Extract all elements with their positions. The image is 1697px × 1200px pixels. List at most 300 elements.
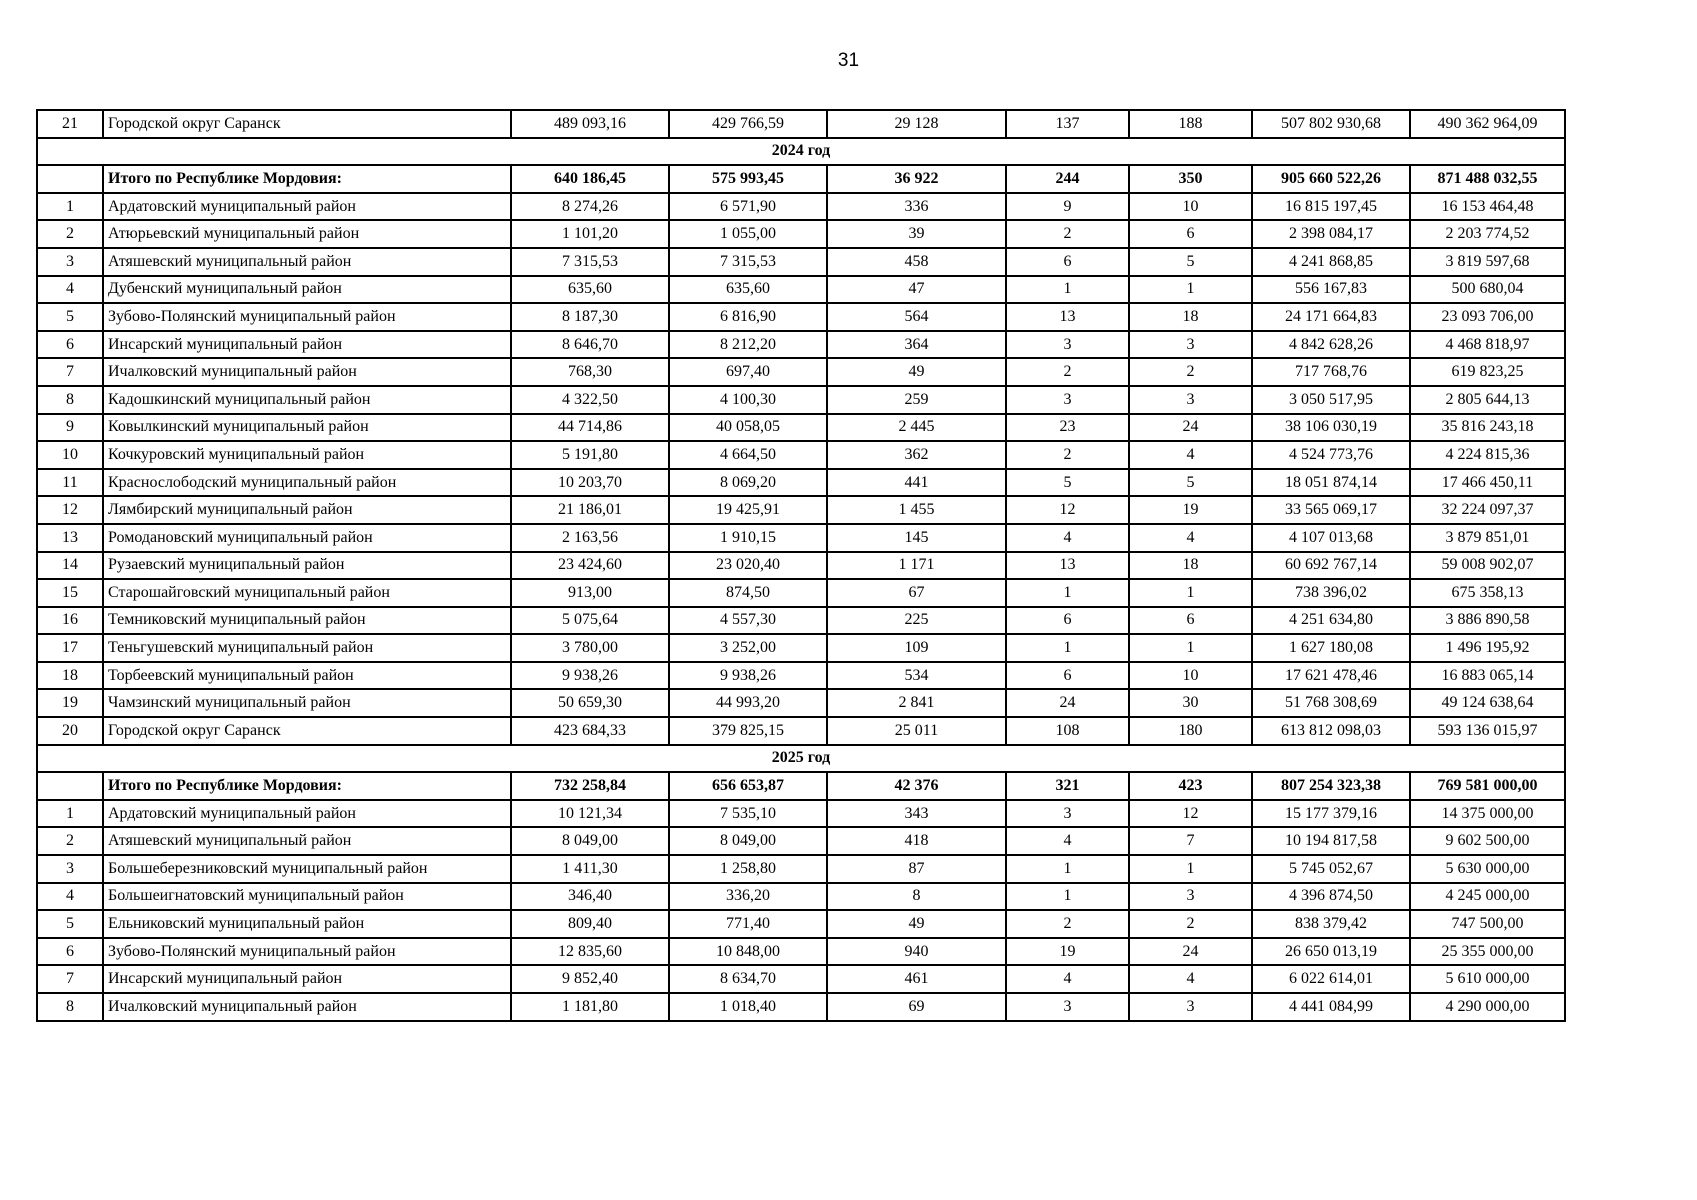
- table-row: [37, 220, 1565, 248]
- value-col-4: 4: [1006, 827, 1129, 855]
- value-col-5: 188: [1129, 110, 1252, 138]
- value-col-4: 1: [1006, 276, 1129, 304]
- value-col-3: 1 455: [827, 496, 1006, 524]
- value-col-2: 771,40: [669, 910, 827, 938]
- value-col-5: 12: [1129, 800, 1252, 828]
- value-col-1: 768,30: [511, 358, 669, 386]
- value-col-3: 42 376: [827, 772, 1006, 800]
- row-number: 4: [37, 276, 103, 304]
- total-row: [37, 772, 1565, 800]
- value-col-7: 871 488 032,55: [1410, 165, 1565, 193]
- row-number: 15: [37, 579, 103, 607]
- value-col-6: 4 251 634,80: [1252, 607, 1410, 635]
- value-col-7: 769 581 000,00: [1410, 772, 1565, 800]
- value-col-2: 23 020,40: [669, 552, 827, 580]
- row-number: 2: [37, 220, 103, 248]
- value-col-7: 4 245 000,00: [1410, 883, 1565, 911]
- row-number: 9: [37, 414, 103, 442]
- value-col-4: 6: [1006, 607, 1129, 635]
- value-col-2: 44 993,20: [669, 689, 827, 717]
- value-col-7: 3 819 597,68: [1410, 248, 1565, 276]
- district-name: Ичалковский муниципальный район: [103, 358, 511, 386]
- value-col-4: 13: [1006, 303, 1129, 331]
- table-body: [37, 110, 1565, 1021]
- value-col-7: 16 883 065,14: [1410, 662, 1565, 690]
- value-col-1: 50 659,30: [511, 689, 669, 717]
- district-name: Атяшевский муниципальный район: [103, 827, 511, 855]
- value-col-7: 2 203 774,52: [1410, 220, 1565, 248]
- value-col-2: 19 425,91: [669, 496, 827, 524]
- table-row: [37, 689, 1565, 717]
- table-row: [37, 110, 1565, 138]
- table-row: [37, 965, 1565, 993]
- table-row: [37, 634, 1565, 662]
- value-col-2: 4 557,30: [669, 607, 827, 635]
- value-col-3: 225: [827, 607, 1006, 635]
- value-col-2: 697,40: [669, 358, 827, 386]
- district-name: Большеигнатовский муниципальный район: [103, 883, 511, 911]
- district-name: Краснослободский муниципальный район: [103, 469, 511, 497]
- district-name: Городской округ Саранск: [103, 110, 511, 138]
- value-col-2: 8 634,70: [669, 965, 827, 993]
- value-col-4: 2: [1006, 910, 1129, 938]
- value-col-1: 10 121,34: [511, 800, 669, 828]
- value-col-4: 244: [1006, 165, 1129, 193]
- value-col-5: 3: [1129, 331, 1252, 359]
- value-col-2: 6 571,90: [669, 193, 827, 221]
- row-number: 1: [37, 800, 103, 828]
- value-col-5: 1: [1129, 579, 1252, 607]
- value-col-3: 36 922: [827, 165, 1006, 193]
- district-name: Атюрьевский муниципальный район: [103, 220, 511, 248]
- value-col-1: 489 093,16: [511, 110, 669, 138]
- value-col-5: 2: [1129, 910, 1252, 938]
- value-col-3: 49: [827, 910, 1006, 938]
- value-col-2: 1 055,00: [669, 220, 827, 248]
- row-number: 1: [37, 193, 103, 221]
- value-col-2: 8 049,00: [669, 827, 827, 855]
- value-col-1: 8 049,00: [511, 827, 669, 855]
- value-col-2: 1 258,80: [669, 855, 827, 883]
- row-number: 20: [37, 717, 103, 745]
- value-col-1: 12 835,60: [511, 938, 669, 966]
- row-number: 2: [37, 827, 103, 855]
- row-number: 10: [37, 441, 103, 469]
- row-number: 16: [37, 607, 103, 635]
- district-name: Ичалковский муниципальный район: [103, 993, 511, 1021]
- value-col-6: 33 565 069,17: [1252, 496, 1410, 524]
- value-col-3: 343: [827, 800, 1006, 828]
- value-col-4: 2: [1006, 441, 1129, 469]
- value-col-6: 3 050 517,95: [1252, 386, 1410, 414]
- value-col-7: 23 093 706,00: [1410, 303, 1565, 331]
- value-col-6: 4 241 868,85: [1252, 248, 1410, 276]
- value-col-5: 10: [1129, 193, 1252, 221]
- table-row: [37, 800, 1565, 828]
- value-col-5: 30: [1129, 689, 1252, 717]
- value-col-2: 1 910,15: [669, 524, 827, 552]
- row-number: 18: [37, 662, 103, 690]
- page-number: 31: [837, 50, 860, 71]
- value-col-5: 24: [1129, 938, 1252, 966]
- value-col-2: 575 993,45: [669, 165, 827, 193]
- value-col-6: 613 812 098,03: [1252, 717, 1410, 745]
- value-col-3: 461: [827, 965, 1006, 993]
- year-label: 2024 год: [37, 138, 1565, 166]
- year-label: 2025 год: [37, 745, 1565, 773]
- value-col-4: 3: [1006, 331, 1129, 359]
- value-col-1: 5 075,64: [511, 607, 669, 635]
- table-row: [37, 469, 1565, 497]
- table-row: [37, 276, 1565, 304]
- table-row: [37, 855, 1565, 883]
- value-col-4: 24: [1006, 689, 1129, 717]
- value-col-6: 1 627 180,08: [1252, 634, 1410, 662]
- value-col-3: 145: [827, 524, 1006, 552]
- value-col-3: 418: [827, 827, 1006, 855]
- value-col-6: 838 379,42: [1252, 910, 1410, 938]
- value-col-2: 40 058,05: [669, 414, 827, 442]
- value-col-3: 39: [827, 220, 1006, 248]
- value-col-7: 593 136 015,97: [1410, 717, 1565, 745]
- district-name: Ардатовский муниципальный район: [103, 800, 511, 828]
- value-col-6: 38 106 030,19: [1252, 414, 1410, 442]
- row-number: 3: [37, 248, 103, 276]
- value-col-7: 500 680,04: [1410, 276, 1565, 304]
- value-col-5: 1: [1129, 855, 1252, 883]
- value-col-3: 47: [827, 276, 1006, 304]
- row-number: [37, 165, 103, 193]
- value-col-2: 4 100,30: [669, 386, 827, 414]
- value-col-2: 8 212,20: [669, 331, 827, 359]
- value-col-4: 1: [1006, 579, 1129, 607]
- value-col-5: 3: [1129, 386, 1252, 414]
- value-col-5: 10: [1129, 662, 1252, 690]
- district-name: Ковылкинский муниципальный район: [103, 414, 511, 442]
- value-col-2: 4 664,50: [669, 441, 827, 469]
- value-col-7: 3 879 851,01: [1410, 524, 1565, 552]
- row-number: 5: [37, 910, 103, 938]
- value-col-5: 4: [1129, 524, 1252, 552]
- value-col-1: 640 186,45: [511, 165, 669, 193]
- value-col-6: 4 441 084,99: [1252, 993, 1410, 1021]
- district-name: Рузаевский муниципальный район: [103, 552, 511, 580]
- row-number: 4: [37, 883, 103, 911]
- value-col-2: 635,60: [669, 276, 827, 304]
- value-col-4: 12: [1006, 496, 1129, 524]
- value-col-7: 4 468 818,97: [1410, 331, 1565, 359]
- data-table: [36, 109, 1566, 1022]
- row-number: 3: [37, 855, 103, 883]
- value-col-7: 25 355 000,00: [1410, 938, 1565, 966]
- value-col-3: 8: [827, 883, 1006, 911]
- table-row: [37, 248, 1565, 276]
- district-name: Инсарский муниципальный район: [103, 331, 511, 359]
- value-col-4: 1: [1006, 883, 1129, 911]
- value-col-1: 2 163,56: [511, 524, 669, 552]
- table-row: [37, 331, 1565, 359]
- value-col-4: 3: [1006, 993, 1129, 1021]
- value-col-6: 16 815 197,45: [1252, 193, 1410, 221]
- row-number: 17: [37, 634, 103, 662]
- value-col-6: 4 524 773,76: [1252, 441, 1410, 469]
- district-name: Старошайговский муниципальный район: [103, 579, 511, 607]
- value-col-6: 17 621 478,46: [1252, 662, 1410, 690]
- value-col-5: 6: [1129, 220, 1252, 248]
- value-col-3: 364: [827, 331, 1006, 359]
- value-col-3: 29 128: [827, 110, 1006, 138]
- table-row: [37, 993, 1565, 1021]
- value-col-6: 10 194 817,58: [1252, 827, 1410, 855]
- district-name: Городской округ Саранск: [103, 717, 511, 745]
- value-col-1: 5 191,80: [511, 441, 669, 469]
- value-col-3: 441: [827, 469, 1006, 497]
- value-col-1: 1 181,80: [511, 993, 669, 1021]
- table-row: [37, 883, 1565, 911]
- table-row: [37, 910, 1565, 938]
- district-name: Ардатовский муниципальный район: [103, 193, 511, 221]
- table-row: [37, 552, 1565, 580]
- value-col-7: 5 610 000,00: [1410, 965, 1565, 993]
- table-row: [37, 607, 1565, 635]
- value-col-7: 1 496 195,92: [1410, 634, 1565, 662]
- value-col-6: 2 398 084,17: [1252, 220, 1410, 248]
- value-col-7: 49 124 638,64: [1410, 689, 1565, 717]
- value-col-3: 259: [827, 386, 1006, 414]
- value-col-1: 4 322,50: [511, 386, 669, 414]
- value-col-7: 14 375 000,00: [1410, 800, 1565, 828]
- value-col-1: 423 684,33: [511, 717, 669, 745]
- value-col-2: 9 938,26: [669, 662, 827, 690]
- table-row: [37, 414, 1565, 442]
- year-header-row: [37, 138, 1565, 166]
- row-number: 7: [37, 965, 103, 993]
- value-col-7: 619 823,25: [1410, 358, 1565, 386]
- value-col-3: 2 841: [827, 689, 1006, 717]
- district-name: Кочкуровский муниципальный район: [103, 441, 511, 469]
- value-col-6: 4 842 628,26: [1252, 331, 1410, 359]
- district-name: Зубово-Полянский муниципальный район: [103, 303, 511, 331]
- value-col-1: 1 411,30: [511, 855, 669, 883]
- value-col-1: 10 203,70: [511, 469, 669, 497]
- value-col-4: 108: [1006, 717, 1129, 745]
- value-col-5: 18: [1129, 303, 1252, 331]
- value-col-1: 635,60: [511, 276, 669, 304]
- value-col-7: 675 358,13: [1410, 579, 1565, 607]
- value-col-4: 2: [1006, 358, 1129, 386]
- row-number: 14: [37, 552, 103, 580]
- district-name: Торбеевский муниципальный район: [103, 662, 511, 690]
- value-col-2: 874,50: [669, 579, 827, 607]
- value-col-7: 4 224 815,36: [1410, 441, 1565, 469]
- value-col-7: 16 153 464,48: [1410, 193, 1565, 221]
- row-number: 6: [37, 938, 103, 966]
- value-col-6: 5 745 052,67: [1252, 855, 1410, 883]
- value-col-7: 9 602 500,00: [1410, 827, 1565, 855]
- value-col-7: 32 224 097,37: [1410, 496, 1565, 524]
- value-col-5: 1: [1129, 276, 1252, 304]
- value-col-2: 1 018,40: [669, 993, 827, 1021]
- value-col-1: 21 186,01: [511, 496, 669, 524]
- table-row: [37, 193, 1565, 221]
- district-name: Большеберезниковский муниципальный район: [103, 855, 511, 883]
- district-name: Чамзинский муниципальный район: [103, 689, 511, 717]
- value-col-5: 6: [1129, 607, 1252, 635]
- value-col-5: 5: [1129, 469, 1252, 497]
- row-number: 8: [37, 386, 103, 414]
- value-col-1: 8 646,70: [511, 331, 669, 359]
- row-number: 11: [37, 469, 103, 497]
- value-col-5: 3: [1129, 883, 1252, 911]
- value-col-6: 556 167,83: [1252, 276, 1410, 304]
- value-col-4: 6: [1006, 248, 1129, 276]
- table-row: [37, 441, 1565, 469]
- value-col-3: 87: [827, 855, 1006, 883]
- value-col-3: 1 171: [827, 552, 1006, 580]
- value-col-3: 67: [827, 579, 1006, 607]
- row-number: 19: [37, 689, 103, 717]
- row-number: [37, 772, 103, 800]
- value-col-6: 717 768,76: [1252, 358, 1410, 386]
- value-col-6: 905 660 522,26: [1252, 165, 1410, 193]
- value-col-1: 3 780,00: [511, 634, 669, 662]
- value-col-6: 15 177 379,16: [1252, 800, 1410, 828]
- value-col-4: 9: [1006, 193, 1129, 221]
- value-col-1: 346,40: [511, 883, 669, 911]
- value-col-4: 1: [1006, 855, 1129, 883]
- value-col-3: 25 011: [827, 717, 1006, 745]
- value-col-3: 336: [827, 193, 1006, 221]
- value-col-4: 137: [1006, 110, 1129, 138]
- table-row: [37, 386, 1565, 414]
- table-row: [37, 579, 1565, 607]
- value-col-2: 379 825,15: [669, 717, 827, 745]
- value-col-4: 321: [1006, 772, 1129, 800]
- value-col-7: 2 805 644,13: [1410, 386, 1565, 414]
- value-col-2: 7 535,10: [669, 800, 827, 828]
- value-col-4: 2: [1006, 220, 1129, 248]
- value-col-6: 51 768 308,69: [1252, 689, 1410, 717]
- value-col-5: 7: [1129, 827, 1252, 855]
- value-col-3: 940: [827, 938, 1006, 966]
- value-col-5: 180: [1129, 717, 1252, 745]
- value-col-7: 17 466 450,11: [1410, 469, 1565, 497]
- value-col-5: 24: [1129, 414, 1252, 442]
- value-col-2: 3 252,00: [669, 634, 827, 662]
- value-col-5: 350: [1129, 165, 1252, 193]
- table-row: [37, 358, 1565, 386]
- value-col-6: 60 692 767,14: [1252, 552, 1410, 580]
- value-col-2: 10 848,00: [669, 938, 827, 966]
- district-name: Темниковский муниципальный район: [103, 607, 511, 635]
- value-col-3: 362: [827, 441, 1006, 469]
- row-number: 13: [37, 524, 103, 552]
- district-name: Итого по Республике Мордовия:: [103, 165, 511, 193]
- value-col-6: 26 650 013,19: [1252, 938, 1410, 966]
- table-row: [37, 496, 1565, 524]
- value-col-4: 4: [1006, 524, 1129, 552]
- value-col-4: 5: [1006, 469, 1129, 497]
- value-col-4: 4: [1006, 965, 1129, 993]
- value-col-7: 3 886 890,58: [1410, 607, 1565, 635]
- value-col-4: 1: [1006, 634, 1129, 662]
- value-col-5: 423: [1129, 772, 1252, 800]
- value-col-5: 2: [1129, 358, 1252, 386]
- value-col-1: 8 274,26: [511, 193, 669, 221]
- value-col-1: 23 424,60: [511, 552, 669, 580]
- value-col-6: 18 051 874,14: [1252, 469, 1410, 497]
- value-col-7: 59 008 902,07: [1410, 552, 1565, 580]
- value-col-4: 19: [1006, 938, 1129, 966]
- value-col-1: 913,00: [511, 579, 669, 607]
- value-col-6: 24 171 664,83: [1252, 303, 1410, 331]
- district-name: Инсарский муниципальный район: [103, 965, 511, 993]
- value-col-6: 738 396,02: [1252, 579, 1410, 607]
- value-col-3: 458: [827, 248, 1006, 276]
- district-name: Ельниковский муниципальный район: [103, 910, 511, 938]
- row-number: 6: [37, 331, 103, 359]
- value-col-1: 9 852,40: [511, 965, 669, 993]
- value-col-1: 8 187,30: [511, 303, 669, 331]
- value-col-4: 13: [1006, 552, 1129, 580]
- value-col-5: 18: [1129, 552, 1252, 580]
- value-col-5: 4: [1129, 441, 1252, 469]
- value-col-2: 8 069,20: [669, 469, 827, 497]
- row-number: 21: [37, 110, 103, 138]
- table-row: [37, 938, 1565, 966]
- value-col-2: 429 766,59: [669, 110, 827, 138]
- value-col-7: 5 630 000,00: [1410, 855, 1565, 883]
- value-col-5: 5: [1129, 248, 1252, 276]
- value-col-5: 3: [1129, 993, 1252, 1021]
- value-col-1: 7 315,53: [511, 248, 669, 276]
- value-col-2: 7 315,53: [669, 248, 827, 276]
- table-row: [37, 303, 1565, 331]
- district-name: Кадошкинский муниципальный район: [103, 386, 511, 414]
- value-col-7: 35 816 243,18: [1410, 414, 1565, 442]
- row-number: 12: [37, 496, 103, 524]
- table-row: [37, 662, 1565, 690]
- value-col-3: 534: [827, 662, 1006, 690]
- value-col-5: 19: [1129, 496, 1252, 524]
- value-col-7: 4 290 000,00: [1410, 993, 1565, 1021]
- value-col-1: 809,40: [511, 910, 669, 938]
- district-name: Лямбирский муниципальный район: [103, 496, 511, 524]
- value-col-1: 732 258,84: [511, 772, 669, 800]
- row-number: 8: [37, 993, 103, 1021]
- value-col-5: 1: [1129, 634, 1252, 662]
- value-col-5: 4: [1129, 965, 1252, 993]
- district-name: Ромодановский муниципальный район: [103, 524, 511, 552]
- value-col-1: 44 714,86: [511, 414, 669, 442]
- value-col-2: 6 816,90: [669, 303, 827, 331]
- total-row: [37, 165, 1565, 193]
- value-col-6: 4 107 013,68: [1252, 524, 1410, 552]
- value-col-4: 3: [1006, 800, 1129, 828]
- value-col-3: 109: [827, 634, 1006, 662]
- value-col-6: 507 802 930,68: [1252, 110, 1410, 138]
- value-col-3: 69: [827, 993, 1006, 1021]
- value-col-6: 6 022 614,01: [1252, 965, 1410, 993]
- value-col-3: 49: [827, 358, 1006, 386]
- row-number: 5: [37, 303, 103, 331]
- value-col-4: 23: [1006, 414, 1129, 442]
- value-col-6: 4 396 874,50: [1252, 883, 1410, 911]
- value-col-3: 564: [827, 303, 1006, 331]
- value-col-1: 9 938,26: [511, 662, 669, 690]
- table-row: [37, 827, 1565, 855]
- district-name: Теньгушевский муниципальный район: [103, 634, 511, 662]
